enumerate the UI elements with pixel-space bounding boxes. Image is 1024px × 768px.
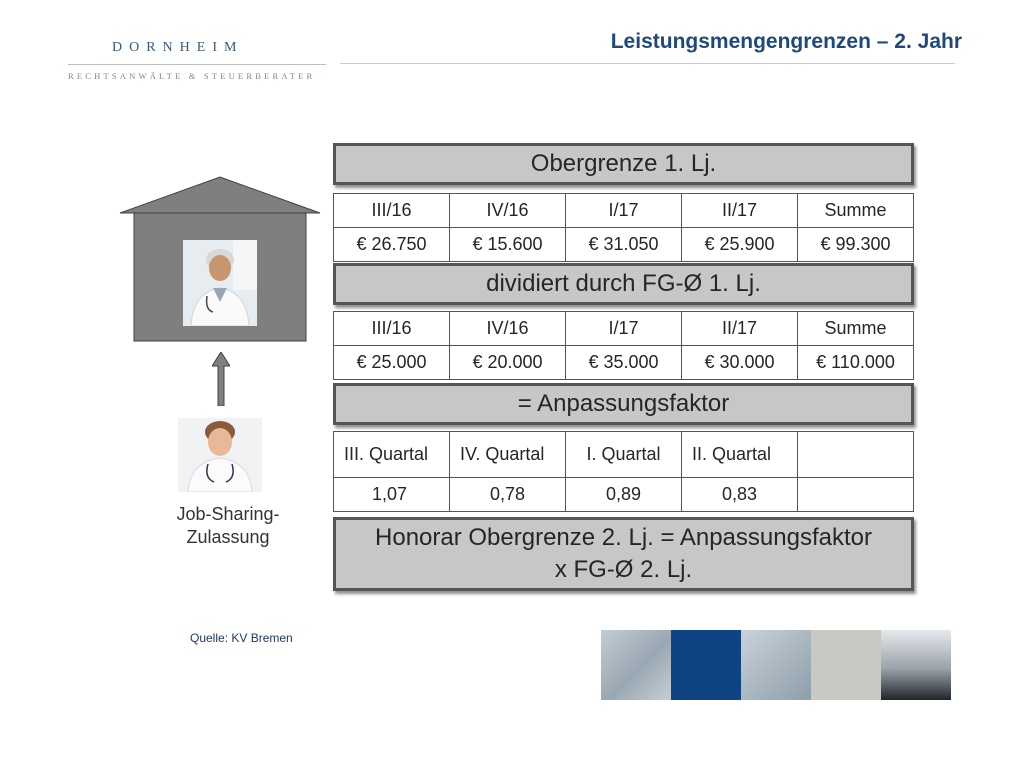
table2-value-cell: € 30.000: [682, 346, 798, 380]
bar-fee-upper-limit-year2-line1: Honorar Obergrenze 2. Lj. = Anpassungsfaktor: [375, 524, 872, 551]
table3-header-cell: II. Quartal: [682, 432, 798, 478]
table2-header-cell: Summe: [798, 312, 914, 346]
bar-upper-limit-year1-label: Obergrenze 1. Lj.: [530, 150, 717, 177]
decorative-image-blue-block: [671, 630, 741, 700]
bar-adjustment-factor: [333, 383, 914, 425]
table3-value-cell: [798, 478, 914, 512]
table3-header-cell: III. Quartal: [334, 432, 450, 478]
table2-header-cell: IV/16: [450, 312, 566, 346]
table1-value-cell: € 26.750: [334, 228, 450, 262]
table2-header-cell: I/17: [566, 312, 682, 346]
table2-value-cell: € 25.000: [334, 346, 450, 380]
table1-header-cell: III/16: [334, 194, 450, 228]
logo-divider: [68, 64, 326, 65]
table3-value-cell: 0,78: [450, 478, 566, 512]
bar-divided-by-average-label: dividiert durch FG-Ø 1. Lj.: [486, 270, 761, 297]
table1-header-cell: II/17: [682, 194, 798, 228]
decorative-image-letterhead: [601, 630, 671, 700]
decorative-image-grey-block: [811, 630, 881, 700]
jobsharing-caption-line1: Job-Sharing-: [176, 504, 280, 524]
bar-fee-upper-limit-year2: [333, 517, 914, 591]
table3-value-cell: 0,89: [566, 478, 682, 512]
logo-name: DORNHEIM: [112, 40, 244, 55]
table1-value-cell: € 99.300: [798, 228, 914, 262]
table-group-average-values: [333, 311, 914, 380]
table1-value-cell: € 15.600: [450, 228, 566, 262]
table2-value-cell: € 20.000: [450, 346, 566, 380]
up-arrow-icon: [212, 352, 230, 406]
slide-title: Leistungsmengengrenzen – 2. Jahr: [610, 30, 962, 53]
table-upper-limit-values: [333, 193, 914, 262]
table2-header-cell: III/16: [334, 312, 450, 346]
table-adjustment-factors: [333, 431, 914, 512]
title-divider: [340, 63, 955, 64]
logo-subtitle: RECHTSANWÄLTE & STEUERBERATER: [68, 71, 316, 81]
table1-value-cell: € 31.050: [566, 228, 682, 262]
jobsharing-caption-line2: Zulassung: [186, 527, 270, 547]
doctor-photo: [183, 240, 257, 326]
table3-value-cell: 0,83: [682, 478, 798, 512]
table1-header-cell: IV/16: [450, 194, 566, 228]
table3-header-cell: [798, 432, 914, 478]
doctor-photo-jobsharing: [178, 418, 262, 492]
table2-header-cell: II/17: [682, 312, 798, 346]
table2-value-cell: € 110.000: [798, 346, 914, 380]
table3-header-cell: I. Quartal: [566, 432, 682, 478]
table3-header-cell: IV. Quartal: [450, 432, 566, 478]
bar-adjustment-factor-label: = Anpassungsfaktor: [517, 390, 730, 417]
bar-upper-limit-year1: [333, 143, 914, 185]
decorative-image-legal-text: [741, 630, 811, 700]
bar-fee-upper-limit-year2-line2: x FG-Ø 2. Lj.: [554, 556, 693, 583]
table2-value-cell: € 35.000: [566, 346, 682, 380]
table1-header-cell: I/17: [566, 194, 682, 228]
decorative-image-binder: [881, 630, 951, 700]
table1-value-cell: € 25.900: [682, 228, 798, 262]
source-note: Quelle: KV Bremen: [190, 631, 293, 645]
table3-value-cell: 1,07: [334, 478, 450, 512]
jobsharing-caption: [158, 503, 298, 549]
table1-header-cell: Summe: [798, 194, 914, 228]
bar-divided-by-average: [333, 263, 914, 305]
